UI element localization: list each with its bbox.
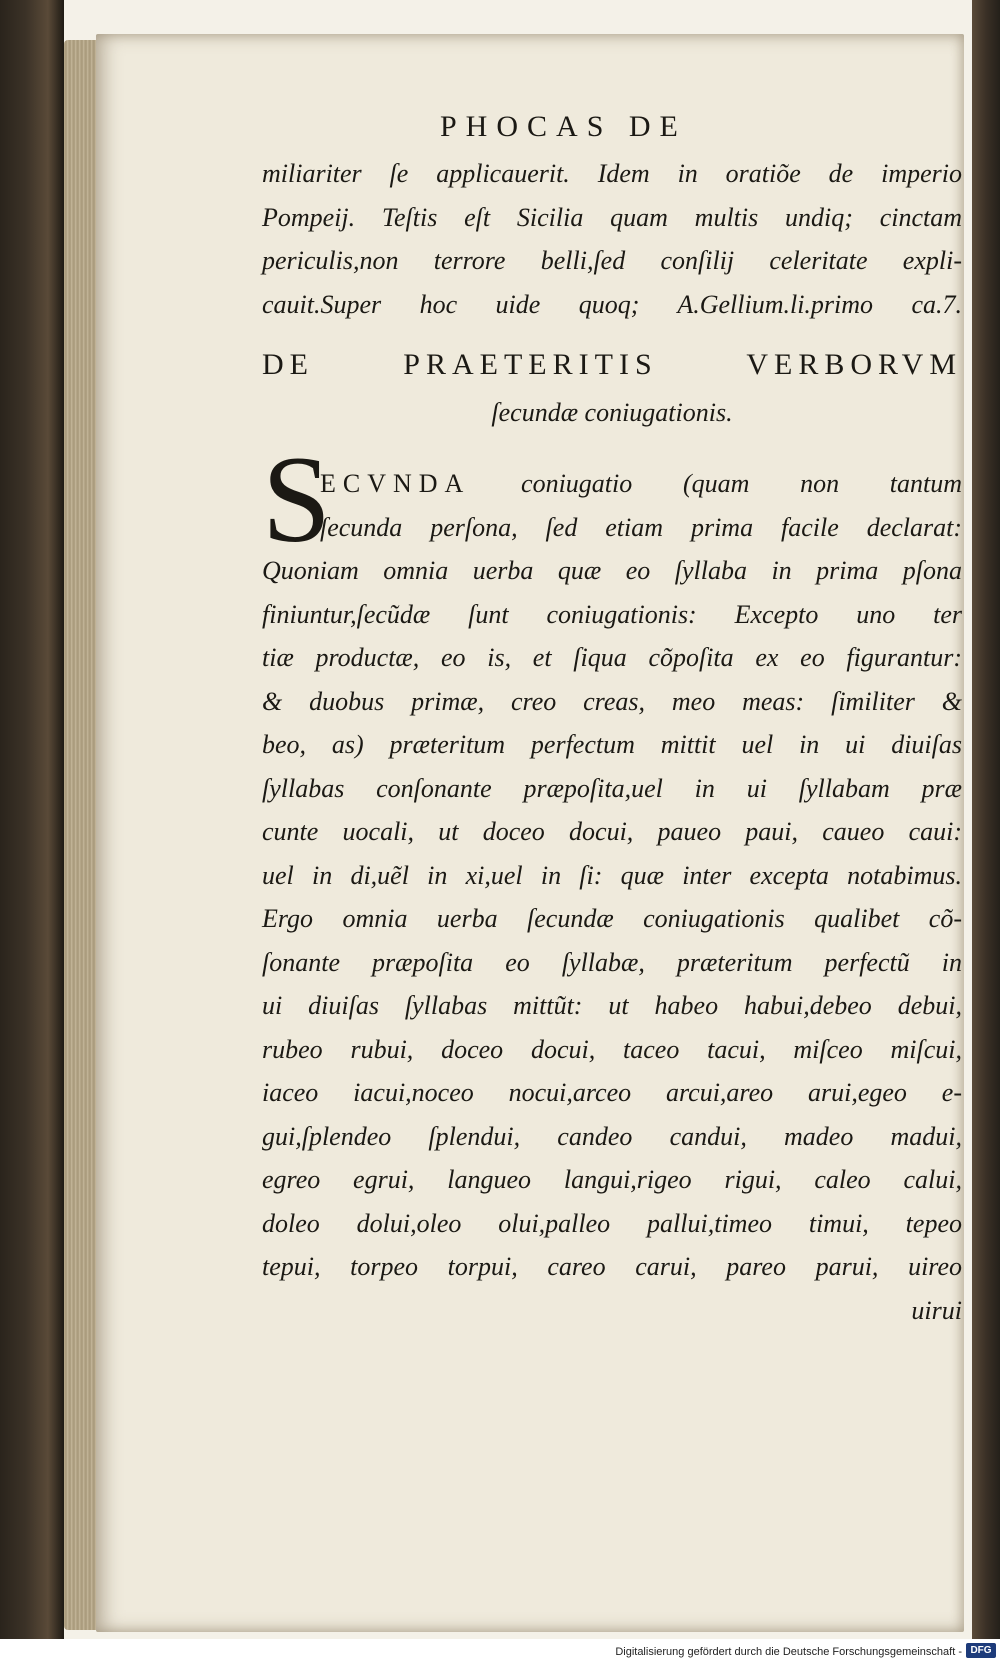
text-line: ui diuiſas ſyllabas mittũt: ut habeo habui,debeo debui,	[262, 991, 962, 1020]
section-body	[262, 462, 962, 1332]
text-line: cauit.Super hoc uide quoq; A.Gellium.li.primo ca.7.	[262, 289, 962, 319]
section-subtitle: ſecundæ coniugationis.	[491, 398, 733, 427]
text-line: Ergo omnia uerba ſecundæ coniugationis qualibet cõ-	[262, 904, 962, 933]
text-line: doleo dolui,oleo olui,palleo pallui,timeo timui, tepeo	[262, 1208, 962, 1238]
book-cover-right	[972, 0, 1000, 1661]
text-line: periculis,non terrore belli,ſed conſilij celeritate expli-	[262, 246, 962, 275]
dfg-logo: DFG	[966, 1643, 996, 1658]
text-line: ſonante præpoſita eo ſyllabæ, præteritum perfectũ in	[262, 947, 962, 977]
first-line-capitals: ECVNDA	[320, 469, 471, 498]
text-line: ſyllabas conſonante præpoſita,uel in ui ſyllabam præ	[262, 773, 962, 803]
text-line: Pompeij. Teſtis eſt Sicilia quam multis undiq; cinctam	[262, 202, 962, 232]
text-line: iaceo iacui,noceo nocui,arceo arcui,areo arui,egeo e-	[262, 1078, 962, 1107]
first-line-text: coniugatio (quam non tantum	[521, 469, 963, 498]
drop-cap-initial: S	[262, 431, 331, 568]
text-line: cunte uocali, ut doceo docui, paueo paui, caueo caui:	[262, 817, 962, 846]
text-line: uel in di,uẽl in xi,uel in ſi: quæ inter excepta notabimus.	[262, 860, 962, 890]
text-line: tiæ productæ, eo is, et ſiqua cõpoſita ex eo figurantur:	[262, 643, 962, 672]
text-line: Quoniam omnia uerba quæ eo ſyllaba in prima pſona	[262, 556, 962, 585]
text-line: tepui, torpeo torpui, careo carui, pareo parui, uireo	[262, 1252, 962, 1281]
text-line: egreo egrui, langueo langui,rigeo rigui, caleo calui,	[262, 1165, 962, 1194]
first-line	[262, 462, 962, 506]
text-line: gui,ſplendeo ſplendui, candeo candui, madeo madui,	[262, 1121, 962, 1151]
digitization-credit: Digitalisierung gefördert durch die Deutsche Forschungsgemeinschaft -	[615, 1646, 962, 1658]
intro-paragraph	[262, 152, 962, 326]
book-cover-left	[0, 0, 64, 1661]
page-fore-edge	[64, 40, 98, 1630]
section-title: DE PRAETERITIS VERBORVM	[262, 348, 962, 381]
catchword: uirui	[911, 1295, 962, 1325]
running-title: PHOCAS DE	[440, 110, 687, 143]
text-line: finiuntur,ſecũdæ ſunt coniugationis: Excepto uno ter	[262, 599, 962, 629]
text-line: & duobus primæ, creo creas, meo meas: ſimiliter &	[262, 686, 962, 716]
footer-bar	[0, 1639, 1000, 1661]
text-line: ſecunda perſona, ſed etiam prima facile declarat:	[320, 512, 962, 542]
text-line: miliariter ſe applicauerit. Idem in oratiõe de imperio	[262, 159, 962, 188]
text-line: rubeo rubui, doceo docui, taceo tacui, miſceo miſcui,	[262, 1034, 962, 1064]
text-line: beo, as) præteritum perfectum mittit uel in ui diuiſas	[262, 730, 962, 759]
